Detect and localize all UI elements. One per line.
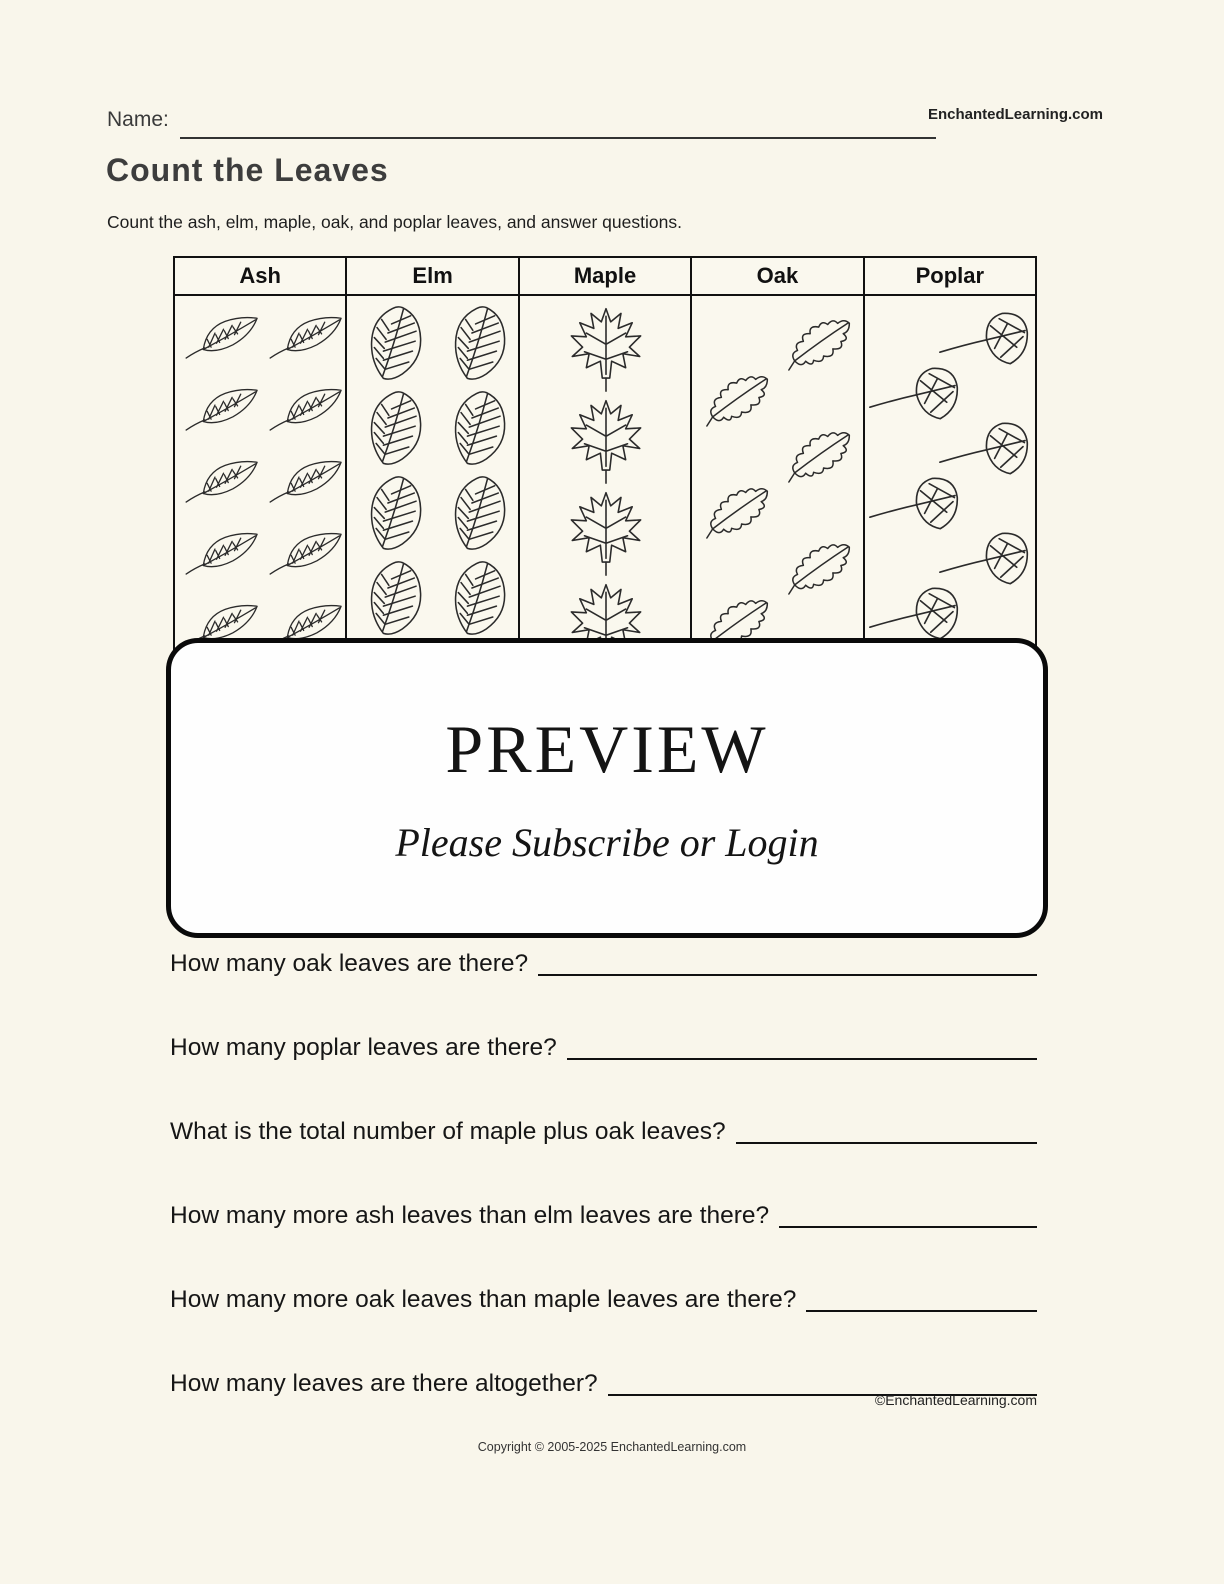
poplar-leaf-icon bbox=[937, 311, 1033, 373]
poplar-leaf-icon bbox=[937, 421, 1033, 483]
question-text: What is the total number of maple plus oak leaves? bbox=[170, 1118, 726, 1145]
instructions-text: Count the ash, elm, maple, oak, and poplar leaves, and answer questions. bbox=[107, 212, 682, 232]
poplar-leaf-icon bbox=[937, 531, 1033, 593]
table-column-maple bbox=[520, 296, 692, 678]
name-blank-line bbox=[180, 137, 936, 139]
question-row-4 bbox=[170, 1188, 1037, 1230]
site-link[interactable]: EnchantedLearning.com bbox=[927, 106, 1103, 123]
answer-blank-line bbox=[736, 1142, 1037, 1144]
ash-leaf-icon bbox=[183, 384, 261, 434]
questions-section bbox=[170, 936, 1037, 1440]
ash-leaf-icon bbox=[183, 312, 261, 362]
question-text: How many poplar leaves are there? bbox=[170, 1034, 557, 1061]
question-row-2 bbox=[170, 1020, 1037, 1062]
column-header-oak: Oak bbox=[692, 258, 864, 294]
preview-subscribe-message: Please Subscribe or Login bbox=[395, 820, 819, 865]
column-header-maple: Maple bbox=[520, 258, 692, 294]
table-header-row bbox=[175, 258, 1035, 296]
maple-leaf-icon bbox=[564, 489, 648, 577]
ash-leaf-icon bbox=[183, 528, 261, 578]
answer-blank-line bbox=[806, 1310, 1037, 1312]
watermark-credit: ©EnchantedLearning.com bbox=[874, 1392, 1037, 1408]
maple-leaf-icon bbox=[564, 305, 648, 393]
ash-leaf-icon bbox=[267, 384, 345, 434]
question-text: How many more oak leaves than maple leaves are there? bbox=[170, 1286, 797, 1313]
elm-leaf-icon bbox=[449, 559, 513, 637]
table-body-row bbox=[175, 296, 1035, 678]
ash-leaf-icon bbox=[267, 312, 345, 362]
elm-leaf-icon bbox=[365, 559, 429, 637]
maple-leaf-icon bbox=[564, 397, 648, 485]
table-column-ash bbox=[175, 296, 347, 678]
copyright-text: Copyright © 2005-2025 EnchantedLearning.com bbox=[477, 1440, 747, 1454]
column-header-elm: Elm bbox=[347, 258, 519, 294]
ash-leaf-icon bbox=[267, 456, 345, 506]
question-row-1 bbox=[170, 936, 1037, 978]
oak-leaf-icon bbox=[776, 530, 862, 606]
poplar-leaf-icon bbox=[867, 366, 963, 428]
column-header-ash: Ash bbox=[175, 258, 347, 294]
elm-leaf-icon bbox=[449, 389, 513, 467]
table-column-poplar bbox=[865, 296, 1035, 678]
table-column-elm bbox=[347, 296, 519, 678]
answer-blank-line bbox=[538, 974, 1037, 976]
elm-leaf-icon bbox=[365, 389, 429, 467]
ash-leaf-icon bbox=[267, 528, 345, 578]
oak-leaf-icon bbox=[776, 418, 862, 494]
elm-leaf-icon bbox=[449, 474, 513, 552]
elm-leaf-icon bbox=[449, 304, 513, 382]
oak-leaf-icon bbox=[694, 362, 780, 438]
oak-leaf-icon bbox=[776, 306, 862, 382]
table-column-oak bbox=[692, 296, 864, 678]
oak-leaf-icon bbox=[694, 474, 780, 550]
question-text: How many leaves are there altogether? bbox=[170, 1370, 598, 1397]
name-label: Name: bbox=[107, 108, 169, 131]
question-row-5 bbox=[170, 1272, 1037, 1314]
column-header-poplar: Poplar bbox=[915, 263, 985, 288]
answer-blank-line bbox=[779, 1226, 1037, 1228]
ash-leaf-icon bbox=[183, 456, 261, 506]
poplar-leaf-icon bbox=[867, 476, 963, 538]
question-text: How many oak leaves are there? bbox=[170, 950, 529, 977]
leaf-count-table bbox=[173, 256, 1037, 680]
question-text: How many more ash leaves than elm leaves are there? bbox=[170, 1202, 770, 1229]
page-title: Count the Leaves bbox=[106, 152, 389, 188]
preview-heading: PREVIEW bbox=[445, 711, 769, 787]
question-row-3 bbox=[170, 1104, 1037, 1146]
answer-blank-line bbox=[567, 1058, 1037, 1060]
preview-overlay bbox=[166, 638, 1048, 938]
elm-leaf-icon bbox=[365, 304, 429, 382]
elm-leaf-icon bbox=[365, 474, 429, 552]
